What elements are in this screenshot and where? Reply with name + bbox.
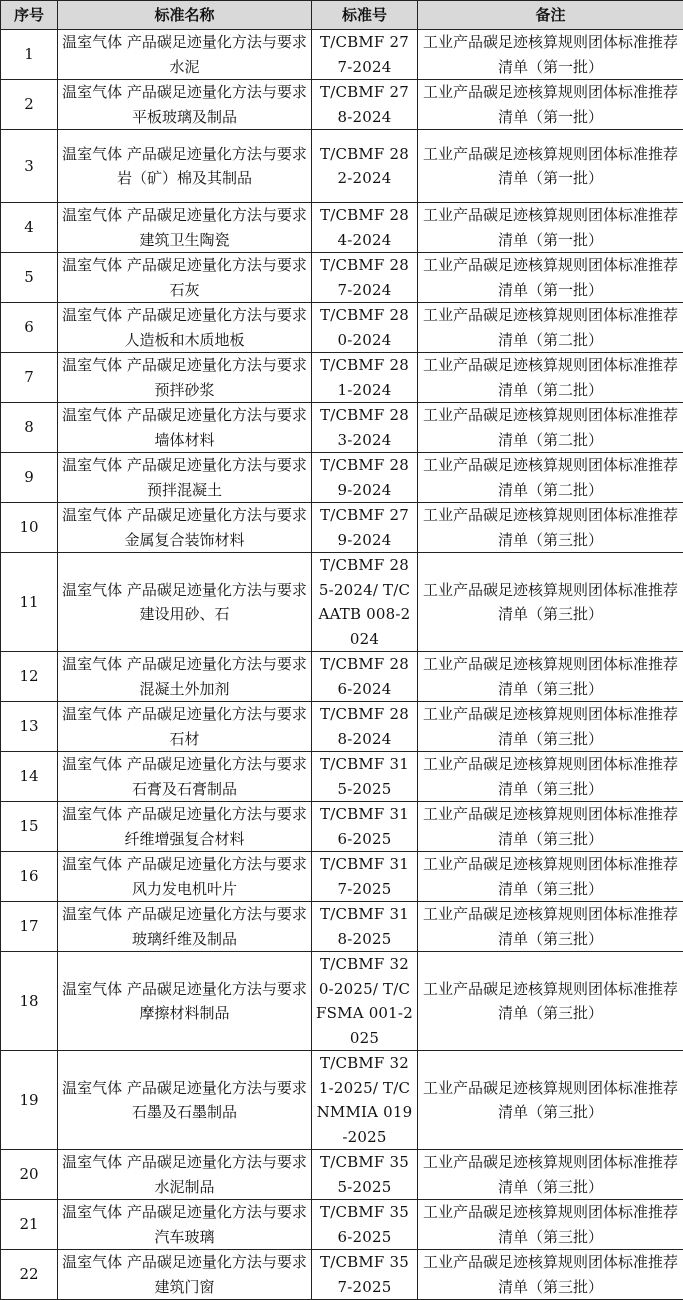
table-row [1,503,683,553]
cell-note: 工业产品碳足迹核算规则团体标准推荐清单（第二批） [418,453,683,503]
table-row [1,952,683,1051]
cell-note: 工业产品碳足迹核算规则团体标准推荐清单（第三批） [418,1200,683,1250]
cell-code: T/CBMF 356-2025 [312,1200,418,1250]
cell-name: 温室气体 产品碳足迹量化方法与要求 人造板和木质地板 [58,303,312,353]
table-header [1,1,683,30]
cell-note: 工业产品碳足迹核算规则团体标准推荐清单（第一批） [418,80,683,130]
cell-note: 工业产品碳足迹核算规则团体标准推荐清单（第三批） [418,702,683,752]
cell-name: 温室气体 产品碳足迹量化方法与要求 平板玻璃及制品 [58,80,312,130]
cell-code: T/CBMF 321-2025/ T/CNMMIA 019-2025 [312,1051,418,1150]
cell-name: 温室气体 产品碳足迹量化方法与要求 岩（矿）棉及其制品 [58,130,312,203]
cell-code: T/CBMF 355-2025 [312,1150,418,1200]
table-row [1,1051,683,1150]
cell-code: T/CBMF 287-2024 [312,253,418,303]
cell-code: T/CBMF 281-2024 [312,353,418,403]
cell-code: T/CBMF 288-2024 [312,702,418,752]
table-row [1,902,683,952]
header-seq: 序号 [1,1,58,30]
cell-code: T/CBMF 280-2024 [312,303,418,353]
cell-seq: 14 [1,752,58,802]
cell-seq: 20 [1,1150,58,1200]
cell-note: 工业产品碳足迹核算规则团体标准推荐清单（第三批） [418,1150,683,1200]
cell-note: 工业产品碳足迹核算规则团体标准推荐清单（第三批） [418,503,683,553]
table-row [1,852,683,902]
cell-name: 温室气体 产品碳足迹量化方法与要求 摩擦材料制品 [58,952,312,1051]
table-row [1,30,683,80]
table-row [1,353,683,403]
cell-seq: 1 [1,30,58,80]
cell-note: 工业产品碳足迹核算规则团体标准推荐清单（第一批） [418,253,683,303]
cell-code: T/CBMF 286-2024 [312,652,418,702]
cell-code: T/CBMF 318-2025 [312,902,418,952]
table-row [1,752,683,802]
header-note: 备注 [418,1,683,30]
table-row [1,253,683,303]
cell-seq: 12 [1,652,58,702]
cell-note: 工业产品碳足迹核算规则团体标准推荐清单（第三批） [418,852,683,902]
cell-note: 工业产品碳足迹核算规则团体标准推荐清单（第二批） [418,403,683,453]
table-row [1,80,683,130]
cell-note: 工业产品碳足迹核算规则团体标准推荐清单（第三批） [418,652,683,702]
cell-code: T/CBMF 285-2024/ T/CAATB 008-2024 [312,553,418,652]
cell-seq: 21 [1,1200,58,1250]
table-row [1,303,683,353]
cell-name: 温室气体 产品碳足迹量化方法与要求 风力发电机叶片 [58,852,312,902]
table-row [1,1150,683,1200]
cell-name: 温室气体 产品碳足迹量化方法与要求 石灰 [58,253,312,303]
cell-name: 温室气体 产品碳足迹量化方法与要求 预拌混凝土 [58,453,312,503]
cell-code: T/CBMF 316-2025 [312,802,418,852]
cell-seq: 19 [1,1051,58,1150]
cell-name: 温室气体 产品碳足迹量化方法与要求 石墨及石墨制品 [58,1051,312,1150]
cell-seq: 2 [1,80,58,130]
cell-note: 工业产品碳足迹核算规则团体标准推荐清单（第一批） [418,130,683,203]
table-row [1,553,683,652]
cell-name: 温室气体 产品碳足迹量化方法与要求 墙体材料 [58,403,312,453]
cell-note: 工业产品碳足迹核算规则团体标准推荐清单（第三批） [418,1051,683,1150]
cell-name: 温室气体 产品碳足迹量化方法与要求 纤维增强复合材料 [58,802,312,852]
header-code: 标准号 [312,1,418,30]
cell-seq: 13 [1,702,58,752]
table-row [1,453,683,503]
cell-name: 温室气体 产品碳足迹量化方法与要求 石材 [58,702,312,752]
cell-name: 温室气体 产品碳足迹量化方法与要求 玻璃纤维及制品 [58,902,312,952]
cell-seq: 7 [1,353,58,403]
cell-seq: 4 [1,203,58,253]
cell-code: T/CBMF 320-2025/ T/CFSMA 001-2025 [312,952,418,1051]
cell-seq: 6 [1,303,58,353]
cell-name: 温室气体 产品碳足迹量化方法与要求 建筑卫生陶瓷 [58,203,312,253]
cell-name: 温室气体 产品碳足迹量化方法与要求 金属复合装饰材料 [58,503,312,553]
table-row [1,403,683,453]
table-body [1,30,683,1300]
cell-code: T/CBMF 277-2024 [312,30,418,80]
cell-name: 温室气体 产品碳足迹量化方法与要求 混凝土外加剂 [58,652,312,702]
table-row [1,702,683,752]
cell-note: 工业产品碳足迹核算规则团体标准推荐清单（第三批） [418,802,683,852]
cell-name: 温室气体 产品碳足迹量化方法与要求 建设用砂、石 [58,553,312,652]
cell-note: 工业产品碳足迹核算规则团体标准推荐清单（第二批） [418,303,683,353]
cell-seq: 9 [1,453,58,503]
cell-code: T/CBMF 284-2024 [312,203,418,253]
table-row [1,203,683,253]
header-name: 标准名称 [58,1,312,30]
cell-code: T/CBMF 279-2024 [312,503,418,553]
cell-seq: 16 [1,852,58,902]
cell-code: T/CBMF 282-2024 [312,130,418,203]
cell-seq: 3 [1,130,58,203]
cell-name: 温室气体 产品碳足迹量化方法与要求 水泥 [58,30,312,80]
table-row [1,802,683,852]
cell-code: T/CBMF 315-2025 [312,752,418,802]
cell-code: T/CBMF 317-2025 [312,852,418,902]
cell-seq: 8 [1,403,58,453]
cell-note: 工业产品碳足迹核算规则团体标准推荐清单（第二批） [418,353,683,403]
cell-note: 工业产品碳足迹核算规则团体标准推荐清单（第三批） [418,553,683,652]
cell-note: 工业产品碳足迹核算规则团体标准推荐清单（第三批） [418,952,683,1051]
cell-seq: 11 [1,553,58,652]
table-row [1,1250,683,1300]
cell-note: 工业产品碳足迹核算规则团体标准推荐清单（第三批） [418,752,683,802]
header-row [1,1,683,30]
cell-seq: 17 [1,902,58,952]
cell-note: 工业产品碳足迹核算规则团体标准推荐清单（第一批） [418,203,683,253]
cell-seq: 22 [1,1250,58,1300]
cell-note: 工业产品碳足迹核算规则团体标准推荐清单（第三批） [418,902,683,952]
cell-note: 工业产品碳足迹核算规则团体标准推荐清单（第三批） [418,1250,683,1300]
cell-seq: 18 [1,952,58,1051]
cell-code: T/CBMF 357-2025 [312,1250,418,1300]
cell-code: T/CBMF 278-2024 [312,80,418,130]
cell-name: 温室气体 产品碳足迹量化方法与要求 建筑门窗 [58,1250,312,1300]
cell-name: 温室气体 产品碳足迹量化方法与要求 石膏及石膏制品 [58,752,312,802]
table-row [1,1200,683,1250]
cell-seq: 5 [1,253,58,303]
table-row [1,652,683,702]
cell-code: T/CBMF 289-2024 [312,453,418,503]
cell-name: 温室气体 产品碳足迹量化方法与要求 汽车玻璃 [58,1200,312,1250]
cell-name: 温室气体 产品碳足迹量化方法与要求 水泥制品 [58,1150,312,1200]
cell-code: T/CBMF 283-2024 [312,403,418,453]
cell-seq: 10 [1,503,58,553]
table-row [1,130,683,203]
cell-name: 温室气体 产品碳足迹量化方法与要求 预拌砂浆 [58,353,312,403]
cell-seq: 15 [1,802,58,852]
cell-note: 工业产品碳足迹核算规则团体标准推荐清单（第一批） [418,30,683,80]
